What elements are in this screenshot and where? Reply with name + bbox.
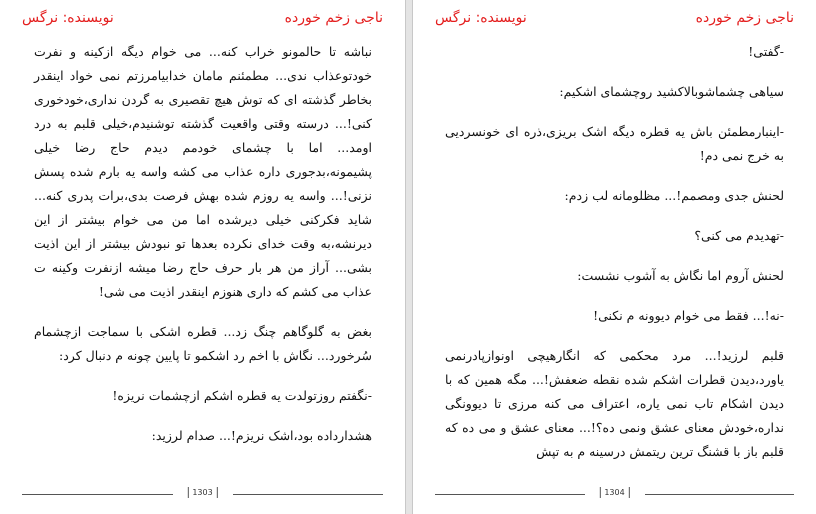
book-title: ناجی زخم خورده bbox=[695, 10, 794, 26]
author-name: نویسنده: نرگس bbox=[22, 10, 114, 26]
footer-rule bbox=[645, 494, 795, 495]
page-header bbox=[22, 10, 383, 32]
paragraph: -اینبارمطمئن باش یه قطره دیگه اشک بریزی،ذره ای خونسردیی به خرج نمی دم! bbox=[445, 124, 784, 163]
paragraph: قلبم لرزید!... مرد محکمی که انگارهیچی اونوازپادرنمی یاورد،دیدن قطرات اشکم شده نقطه ضعفش!... مگه همین که با دیدن اشکام تاب نمی یاره، اعتراف می کنه مرزی تا دیوونگی نداره،خودش معنای عشق ونمی ده؟!... معنای عشق و می ده که قلبم باز با قشنگ ترین ریتمش درسینه م به تپش bbox=[445, 348, 784, 459]
body-text bbox=[34, 40, 372, 464]
paragraph: سیاهی چشماشوبالاکشید روچشمای اشکیم: bbox=[559, 84, 784, 99]
page-number: 1304 bbox=[599, 487, 629, 498]
paragraph: نباشه تا حالمونو خراب کنه... می خوام دیگه ازکینه و نفرت خودتوعذاب ندی... مطمئنم مامان خدابیامرزتم نمی خواد اینقدر بخاطر گذشته ای که توش هیچ تقصیری به گردن نداری،خودخوری کنی!... درسته وقتی واقعیت گذشته توشنیدم،خیلی قلبم به درد اومد... اما با چشمای خودمم دیدم حاج رضا خیلی پشیمونه،بدجوری داره عذاب می کشه واسه یه بارم شده پسش نزنی!... واسه یه روزم شده بهش فرصت بدی،برات پدری کنه... شاید فکرکنی خیلی دیرشده اما من می خوام بیشتر از این دیرنشه،به وقت خدای نکرده بعدها تو نبودش بیشتر از این اذیت بشی... آراز من هر بار حرف حاج رضا میشه ازنفرت وکینه ت عذاب می کشم که داری هنوزم اینقدر اذیت می شی! bbox=[34, 44, 372, 299]
author-name: نویسنده: نرگس bbox=[435, 10, 527, 26]
page-number: 1303 bbox=[187, 487, 217, 498]
book-title: ناجی زخم خورده bbox=[284, 10, 383, 26]
paragraph: بغض به گلوگاهم چنگ زد... قطره اشکی با سماجت ازچشمام سُرخورد... نگاش با اخم رد اشکمو تا پایین چونه م دنبال کرد: bbox=[34, 324, 372, 363]
page-header bbox=[435, 10, 794, 32]
footer-rule bbox=[435, 494, 585, 495]
footer-rule bbox=[233, 494, 384, 495]
paragraph: -نگفتم روزتولدت یه قطره اشکم ازچشمات نریزه! bbox=[112, 388, 372, 403]
page-right bbox=[413, 0, 816, 514]
page-footer bbox=[435, 486, 794, 502]
footer-rule bbox=[22, 494, 173, 495]
paragraph: هشدارداده بود،اشک نریزم!... صدام لرزید: bbox=[151, 428, 372, 443]
page-gutter bbox=[405, 0, 413, 514]
paragraph: -تهدیدم می کنی؟ bbox=[694, 228, 784, 243]
paragraph: -گفتی! bbox=[748, 44, 784, 59]
page-footer bbox=[22, 486, 383, 502]
paragraph: لحنش آروم اما نگاش به آشوب نشست: bbox=[577, 268, 784, 283]
paragraph: لحنش جدی ومصمم!... مظلومانه لب زدم: bbox=[564, 188, 784, 203]
page-left bbox=[0, 0, 405, 514]
body-text bbox=[445, 40, 784, 480]
paragraph: -نه!... فقط می خوام دیوونه م نکنی! bbox=[593, 308, 784, 323]
